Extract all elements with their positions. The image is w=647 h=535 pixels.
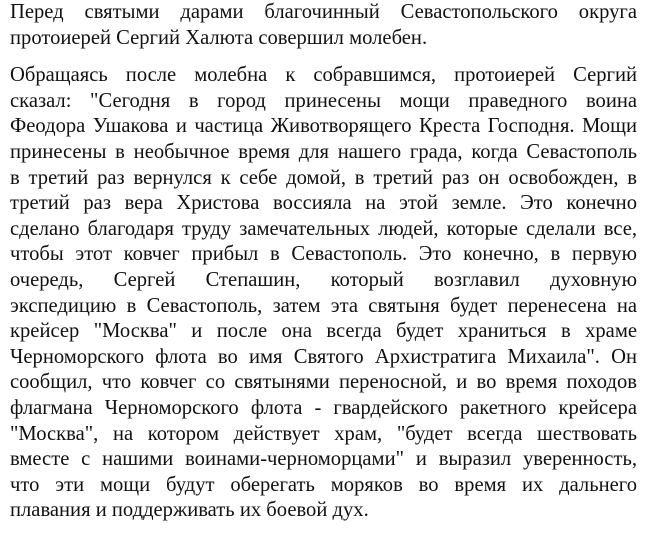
text-line: Феодора Ушакова и частица Животворящего Креста Господня. Мощи xyxy=(10,115,637,138)
text-line: сказал: "Сегодня в город принесены мощи праведного воина xyxy=(10,89,637,112)
text-line: флагмана Черноморского флота - гвардейского ракетного крейсера xyxy=(10,396,637,419)
text-line: в третий раз вернулся к себе домой, в третий раз он освобожден, в xyxy=(10,166,637,189)
text-line: Черноморского флота во имя Святого Архистратига Михаила". Он xyxy=(10,345,637,368)
text-line: что эти мощи будут оберегать моряков во время их дальнего xyxy=(10,473,637,496)
text-line: крейсер "Москва" и после она всегда будет храниться в храме xyxy=(10,320,637,343)
text-line: Перед святыми дарами благочинный Севастопольского округа xyxy=(10,1,637,23)
paragraph-speech xyxy=(10,63,637,524)
text-line: принесены в необычное время для нашего града, когда Севастополь xyxy=(10,140,637,163)
text-line: экспедицию в Севастополь, затем эта святыня будет перенесена на xyxy=(10,294,637,317)
text-line: протоиерей Сергий Халюта совершил молебен. xyxy=(10,26,428,49)
text-line: чтобы этот ковчег прибыл в Севастополь. Это конечно, в первую xyxy=(10,243,637,266)
paragraph-intro xyxy=(10,0,637,51)
text-line: очередь, Сергей Степашин, который возглавил духовную xyxy=(10,268,637,291)
text-line: третий раз вера Христова воссияла на этой земле. Это конечно xyxy=(10,192,637,215)
text-line: сообщил, что ковчег со святынями переносной, и во время походов xyxy=(10,371,637,394)
text-line: сделано благодаря труду замечательных людей, которые сделали все, xyxy=(10,217,637,240)
text-line: вместе с нашими воинами-черноморцами" и выразил уверенность, xyxy=(10,448,637,471)
text-line: "Москва", на котором действует храм, "будет всегда шествовать xyxy=(10,422,637,445)
article-body xyxy=(10,0,637,524)
text-line: плавания и поддерживать их боевой дух. xyxy=(10,499,369,522)
text-line: Обращаясь после молебна к собравшимся, протоиерей Сергий xyxy=(10,64,637,87)
